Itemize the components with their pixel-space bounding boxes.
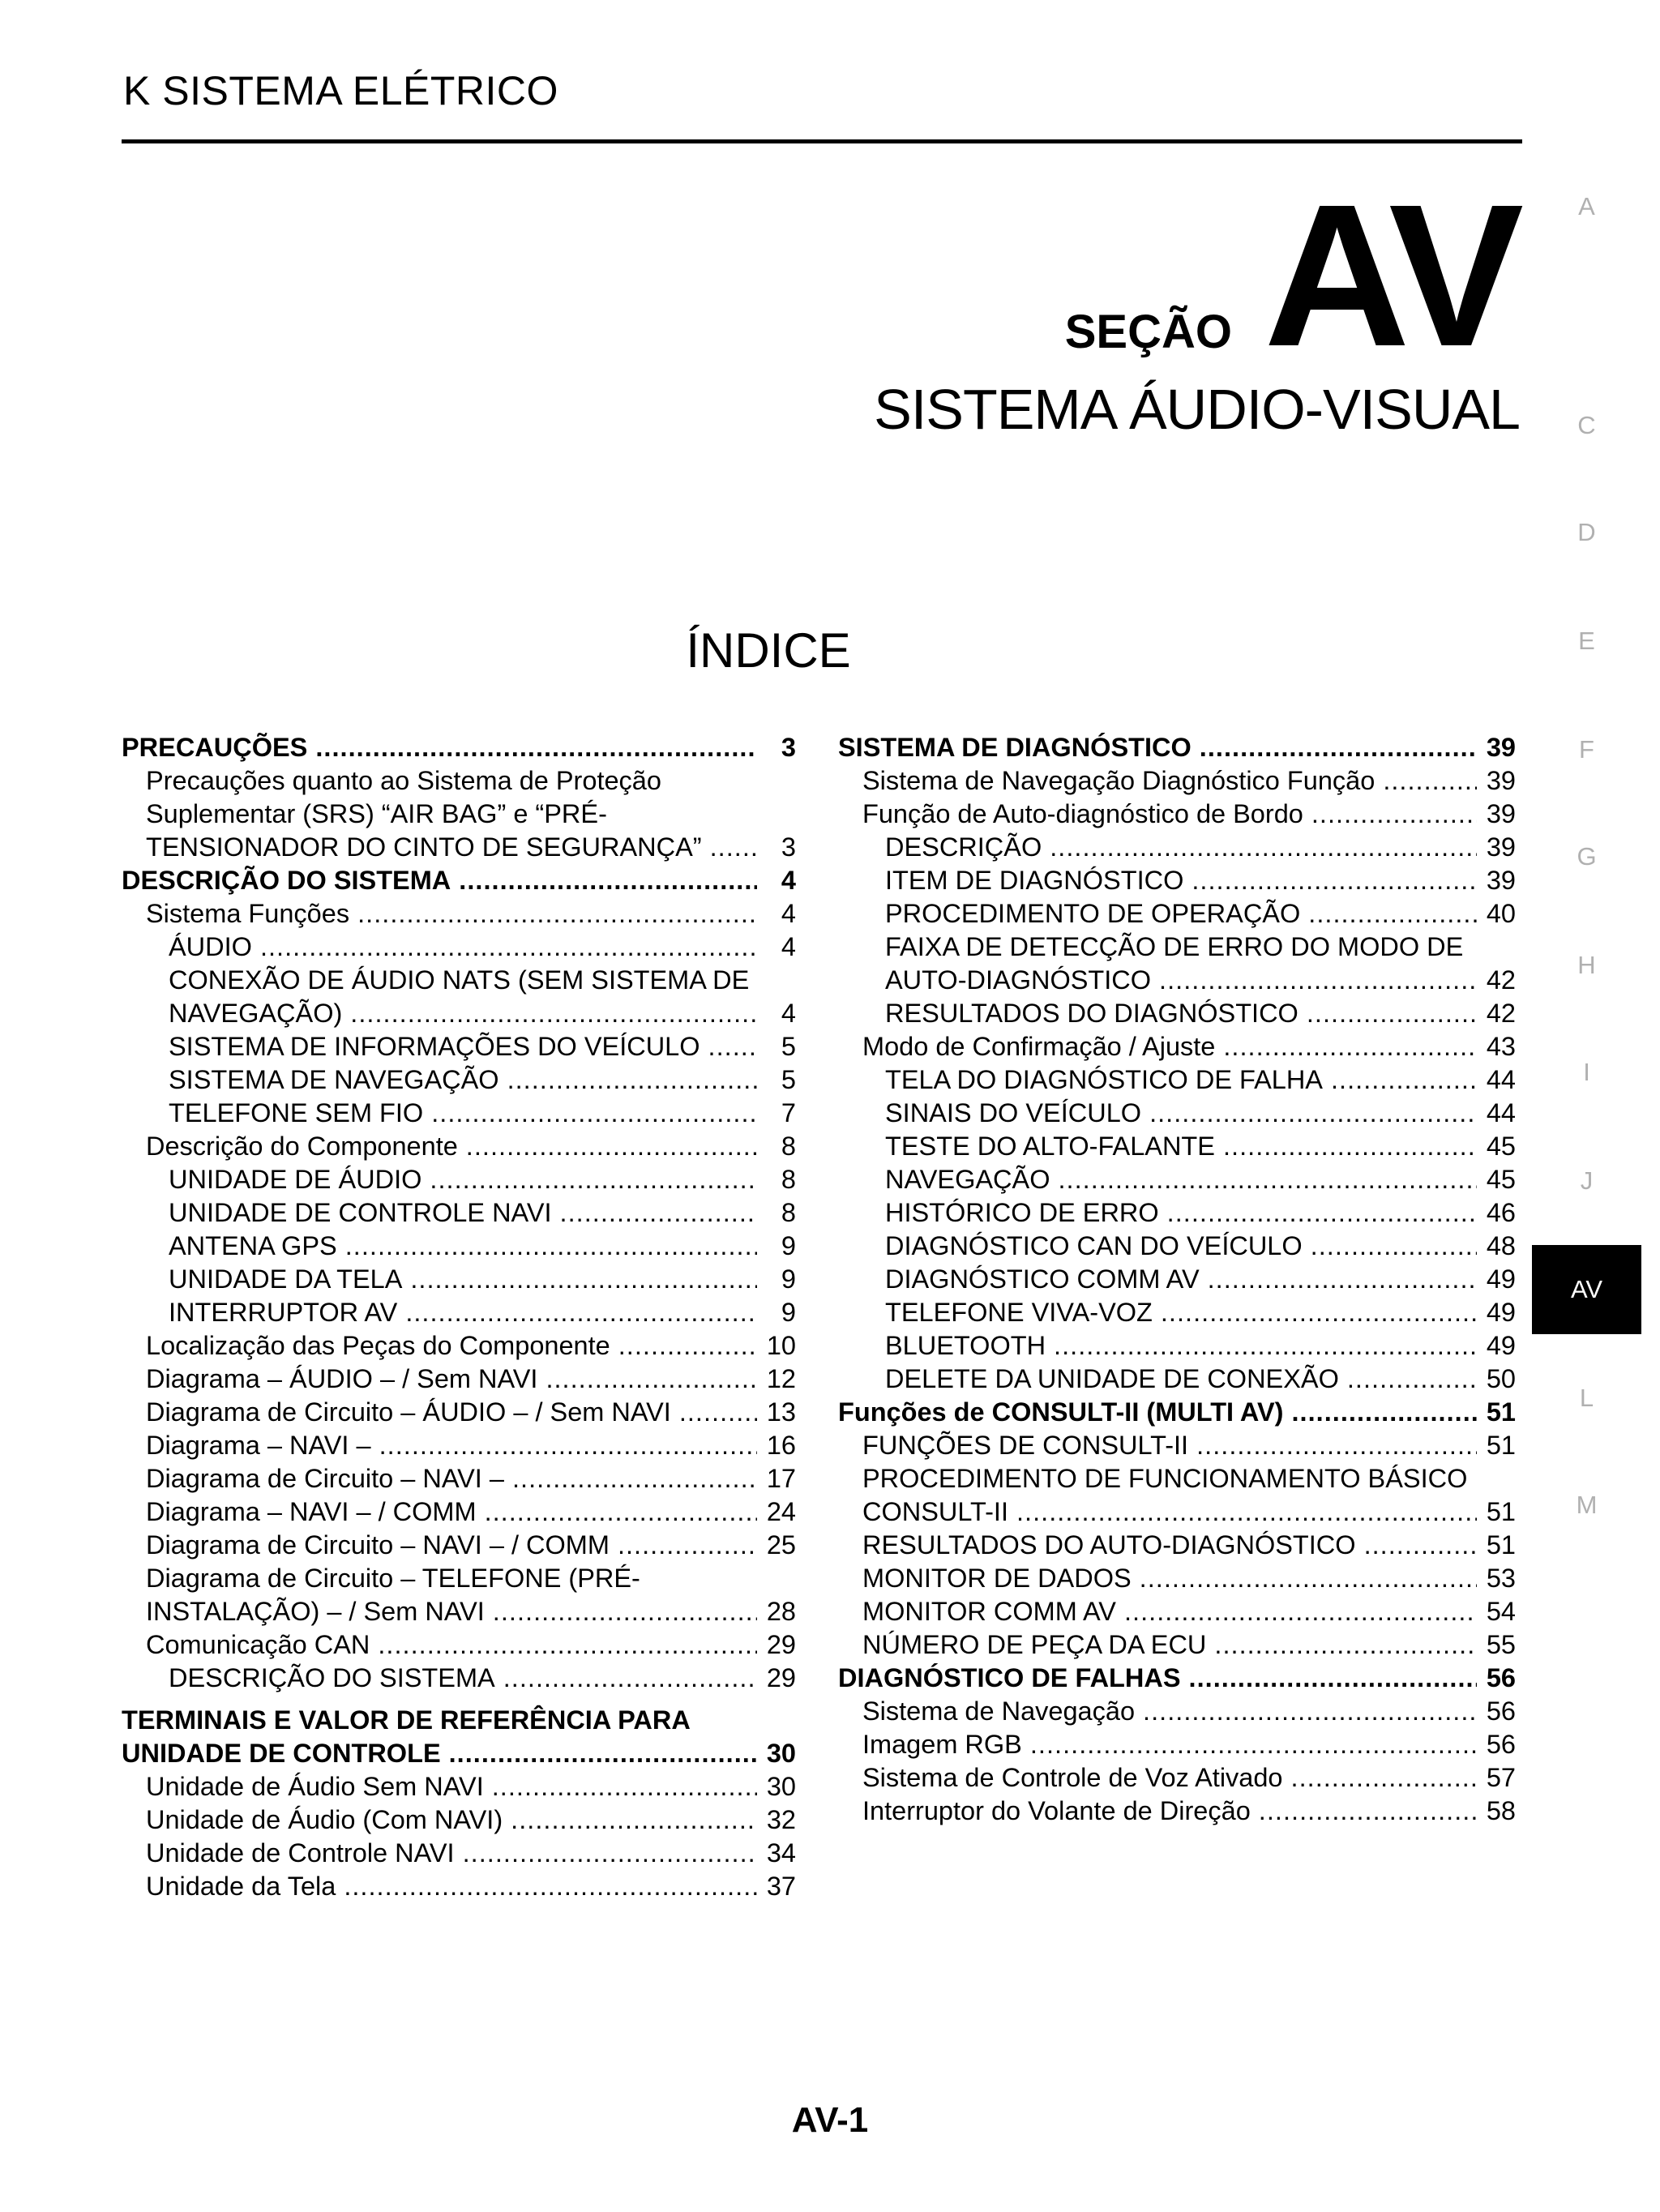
toc-entry-text: DIAGNÓSTICO CAN DO VEÍCULO: [885, 1231, 1303, 1260]
header-rule: [122, 139, 1522, 143]
side-tab-c[interactable]: C: [1577, 411, 1596, 439]
toc-entry[interactable]: [122, 1462, 796, 1495]
toc-entry[interactable]: [122, 1562, 796, 1628]
toc-heading: ÍNDICE: [686, 623, 851, 678]
side-tab-m[interactable]: M: [1576, 1491, 1598, 1519]
toc-entry[interactable]: [838, 864, 1516, 897]
toc-entry[interactable]: [838, 1429, 1516, 1462]
dot-leader: [1140, 1562, 1477, 1595]
side-tab-j[interactable]: J: [1580, 1166, 1594, 1195]
toc-entry-text: Localização das Peças do Componente: [146, 1331, 610, 1360]
toc-entry-text: MONITOR COMM AV: [862, 1597, 1116, 1626]
toc-entry-text: RESULTADOS DO DIAGNÓSTICO: [885, 999, 1298, 1028]
toc-page-number: 56: [1486, 1730, 1516, 1759]
toc-entry[interactable]: [838, 1130, 1516, 1163]
toc-entry[interactable]: [838, 731, 1516, 764]
toc-entry-text: SISTEMA DE INFORMAÇÕES DO VEÍCULO: [169, 1032, 700, 1061]
dot-leader: [1149, 1097, 1477, 1130]
toc-entry[interactable]: [838, 1230, 1516, 1263]
toc-entry-text: Sistema de Controle de Voz Ativado: [862, 1763, 1283, 1792]
toc-entry-text: TESTE DO ALTO-FALANTE: [885, 1132, 1215, 1161]
toc-entry[interactable]: [838, 1196, 1516, 1230]
section-title: SISTEMA ÁUDIO-VISUAL: [874, 378, 1520, 441]
toc-entry[interactable]: [122, 1704, 796, 1770]
toc-entry-text: UNIDADE DA TELA: [169, 1264, 403, 1294]
toc-entry-text: Diagrama – NAVI –: [146, 1431, 371, 1460]
toc-page-number: 9: [781, 1264, 796, 1294]
section-label: SEÇÃO: [1064, 306, 1232, 358]
toc-page-number: 30: [766, 1739, 796, 1768]
toc-entry-text: Unidade de Áudio (Com NAVI): [146, 1805, 503, 1834]
toc-entry-text: PROCEDIMENTO DE FUNCIONAMENTO BÁSICO: [862, 1464, 1468, 1493]
toc-page-number: 42: [1486, 965, 1516, 995]
toc-entry[interactable]: [122, 731, 796, 764]
toc-entry-text: MONITOR DE DADOS: [862, 1564, 1132, 1593]
toc-page-number: 7: [781, 1098, 796, 1127]
toc-entry-text: PROCEDIMENTO DE OPERAÇÃO: [885, 899, 1301, 928]
toc-entry[interactable]: [122, 1097, 796, 1130]
toc-entry-text: Descrição do Componente: [146, 1132, 458, 1161]
toc-entry-text: PRECAUÇÕES: [122, 733, 308, 762]
toc-entry-text: SISTEMA DE DIAGNÓSTICO: [838, 733, 1192, 762]
toc-entry-text: Sistema de Navegação Diagnóstico Função: [862, 766, 1375, 795]
toc-entry[interactable]: [122, 1628, 796, 1662]
dot-leader: [1347, 1363, 1477, 1396]
toc-page-number: 28: [766, 1597, 796, 1626]
section-group-title: K SISTEMA ELÉTRICO: [123, 68, 558, 113]
toc-entry-text: TERMINAIS E VALOR DE REFERÊNCIA PARA: [122, 1705, 691, 1735]
toc-page-number: 5: [781, 1032, 796, 1061]
dot-leader: [449, 1737, 757, 1770]
dot-leader: [344, 1870, 757, 1903]
side-tab-f[interactable]: F: [1579, 735, 1594, 764]
toc-entry[interactable]: [122, 1196, 796, 1230]
toc-entry-text: Funções de CONSULT-II (MULTI AV): [838, 1397, 1284, 1427]
dot-leader: [378, 1628, 757, 1662]
toc-entry[interactable]: [122, 1803, 796, 1837]
toc-entry-text: UNIDADE DE CONTROLE: [122, 1739, 441, 1768]
toc-page-number: 4: [781, 999, 796, 1028]
toc-entry-text: TELEFONE SEM FIO: [169, 1098, 424, 1127]
toc-page-number: 4: [781, 932, 796, 961]
toc-entry-text: Diagrama – NAVI – / COMM: [146, 1497, 477, 1526]
toc-entry[interactable]: [838, 1296, 1516, 1329]
side-tab-i[interactable]: I: [1583, 1058, 1590, 1086]
toc-page-number: 16: [766, 1431, 796, 1460]
dot-leader: [1291, 1396, 1477, 1429]
toc-entry[interactable]: [838, 897, 1516, 931]
page-number: AV-1: [791, 2100, 869, 2140]
toc-entry-text: Imagem RGB: [862, 1730, 1022, 1759]
dot-leader: [507, 1063, 757, 1097]
toc-page-number: 24: [766, 1497, 796, 1526]
dot-leader: [708, 1030, 757, 1063]
toc-entry[interactable]: [122, 1030, 796, 1063]
dot-leader: [1259, 1795, 1477, 1828]
toc-entry[interactable]: [122, 1329, 796, 1363]
toc-entry-text: DESCRIÇÃO: [885, 832, 1042, 862]
dot-leader: [1167, 1196, 1477, 1230]
toc-entry-text: TENSIONADOR DO CINTO DE SEGURANÇA”: [146, 832, 702, 862]
toc-entry-text: NAVEGAÇÃO: [885, 1165, 1050, 1194]
toc-entry[interactable]: [122, 764, 796, 864]
dot-leader: [1030, 1728, 1477, 1761]
toc-entry[interactable]: [122, 1770, 796, 1803]
dot-leader: [260, 931, 757, 964]
toc-page-number: 44: [1486, 1098, 1516, 1127]
toc-entry[interactable]: [122, 864, 796, 897]
toc-entry[interactable]: [838, 1329, 1516, 1363]
toc-entry-text: RESULTADOS DO AUTO-DIAGNÓSTICO: [862, 1530, 1356, 1560]
dot-leader: [410, 1263, 757, 1296]
toc-entry-text: Função de Auto-diagnóstico de Bordo: [862, 799, 1303, 828]
toc-page-number: 30: [766, 1772, 796, 1801]
dot-leader: [618, 1529, 757, 1562]
toc-entry[interactable]: [122, 1296, 796, 1329]
dot-leader: [1223, 1130, 1477, 1163]
toc-entry[interactable]: [838, 1795, 1516, 1828]
toc-entry[interactable]: [838, 1030, 1516, 1063]
toc-entry[interactable]: [838, 1695, 1516, 1728]
side-tab-l[interactable]: L: [1579, 1384, 1594, 1412]
toc-entry-text: NÚMERO DE PEÇA DA ECU: [862, 1630, 1207, 1659]
toc-entry-text: NAVEGAÇÃO): [169, 999, 343, 1028]
toc-entry-text: UNIDADE DE ÁUDIO: [169, 1165, 422, 1194]
toc-page-number: 54: [1486, 1597, 1516, 1626]
toc-entry-text: CONSULT-II: [862, 1497, 1008, 1526]
toc-page-number: 53: [1486, 1564, 1516, 1593]
toc-entry-text: FAIXA DE DETECÇÃO DE ERRO DO MODO DE: [885, 932, 1464, 961]
toc-page-number: 3: [781, 733, 796, 762]
dot-leader: [1143, 1695, 1477, 1728]
dot-leader: [511, 1803, 757, 1837]
toc-entry[interactable]: [122, 1870, 796, 1903]
side-tab-d[interactable]: D: [1577, 518, 1596, 546]
dot-leader: [492, 1770, 757, 1803]
toc-entry-text: Precauções quanto ao Sistema de Proteção: [146, 766, 661, 795]
toc-page-number: 49: [1486, 1331, 1516, 1360]
toc-entry[interactable]: [122, 1263, 796, 1296]
toc-entry[interactable]: [122, 1529, 796, 1562]
toc-page-number: 4: [781, 899, 796, 928]
toc-entry[interactable]: [838, 1097, 1516, 1130]
dot-leader: [1200, 731, 1477, 764]
toc-entry-text: Comunicação CAN: [146, 1630, 370, 1659]
toc-entry[interactable]: [838, 1363, 1516, 1396]
toc-page-number: 46: [1486, 1198, 1516, 1227]
toc-page-number: 49: [1486, 1298, 1516, 1327]
dot-leader: [1291, 1761, 1477, 1795]
toc-entry[interactable]: [122, 1130, 796, 1163]
toc-page-number: 50: [1486, 1364, 1516, 1393]
dot-leader: [545, 1363, 757, 1396]
toc-entry-text: Diagrama – ÁUDIO – / Sem NAVI: [146, 1364, 538, 1393]
toc-entry[interactable]: [122, 1363, 796, 1396]
toc-entry-text: ANTENA GPS: [169, 1231, 337, 1260]
toc-entry[interactable]: [122, 1063, 796, 1097]
toc-page-number: 42: [1486, 999, 1516, 1028]
toc-entry[interactable]: [122, 1662, 796, 1695]
toc-entry-text: Diagrama de Circuito – NAVI –: [146, 1464, 504, 1493]
toc-entry-text: DIAGNÓSTICO COMM AV: [885, 1264, 1200, 1294]
dot-leader: [1383, 764, 1477, 798]
dot-leader: [357, 897, 757, 931]
toc-page-number: 45: [1486, 1132, 1516, 1161]
toc-page-number: 10: [766, 1331, 796, 1360]
dot-leader: [463, 1837, 757, 1870]
toc-page-number: 39: [1486, 766, 1516, 795]
toc-page-number: 8: [781, 1132, 796, 1161]
toc-entry-text: Unidade da Tela: [146, 1872, 336, 1901]
dot-leader: [1192, 864, 1477, 897]
toc-entry[interactable]: [838, 1529, 1516, 1562]
toc-entry-text: TELEFONE VIVA-VOZ: [885, 1298, 1153, 1327]
toc-entry-text: Diagrama de Circuito – ÁUDIO – / Sem NAVI: [146, 1397, 671, 1427]
dot-leader: [485, 1495, 757, 1529]
toc-entry-text: FUNÇÕES DE CONSULT-II: [862, 1431, 1189, 1460]
toc-entry-text: HISTÓRICO DE ERRO: [885, 1198, 1159, 1227]
toc-entry[interactable]: [838, 997, 1516, 1030]
toc-page-number: 40: [1486, 899, 1516, 928]
toc-page-number: 13: [766, 1397, 796, 1427]
toc-entry[interactable]: [838, 831, 1516, 864]
dot-leader: [618, 1329, 757, 1363]
toc-page-number: 9: [781, 1231, 796, 1260]
toc-entry[interactable]: [838, 1396, 1516, 1429]
dot-leader: [350, 997, 757, 1030]
dot-leader: [1331, 1063, 1477, 1097]
toc-entry[interactable]: [838, 1263, 1516, 1296]
toc-entry-text: INTERRUPTOR AV: [169, 1298, 398, 1327]
toc-page-number: 17: [766, 1464, 796, 1493]
toc-entry-text: DESCRIÇÃO DO SISTEMA: [122, 866, 451, 895]
side-tab-g[interactable]: G: [1577, 842, 1597, 871]
dot-leader: [560, 1196, 757, 1230]
toc-entry-text: Sistema Funções: [146, 899, 350, 928]
side-tab-h[interactable]: H: [1577, 951, 1596, 979]
dot-leader: [1311, 1230, 1477, 1263]
toc-entry[interactable]: [838, 1628, 1516, 1662]
toc-page-number: 44: [1486, 1065, 1516, 1094]
toc-page-number: 45: [1486, 1165, 1516, 1194]
side-tab-e[interactable]: E: [1578, 627, 1595, 655]
toc-page-number: 51: [1486, 1431, 1516, 1460]
toc-entry-text: BLUETOOTH: [885, 1331, 1046, 1360]
dot-leader: [1189, 1662, 1477, 1695]
toc-page-number: 37: [766, 1872, 796, 1901]
toc-entry[interactable]: [122, 931, 796, 964]
dot-leader: [1058, 1163, 1477, 1196]
dot-leader: [430, 1163, 757, 1196]
dot-leader: [1161, 1296, 1477, 1329]
toc-entry[interactable]: [838, 1595, 1516, 1628]
toc-entry[interactable]: [122, 1230, 796, 1263]
toc-entry[interactable]: [838, 798, 1516, 831]
toc-entry-text: Suplementar (SRS) “AIR BAG” e “PRÉ-: [146, 799, 607, 828]
toc-entry-text: AUTO-DIAGNÓSTICO: [885, 965, 1152, 995]
toc-page-number: 39: [1486, 733, 1516, 762]
toc-entry-text: Diagrama de Circuito – TELEFONE (PRÉ-: [146, 1564, 640, 1593]
toc-page-number: 57: [1486, 1763, 1516, 1792]
toc-entry[interactable]: [838, 1761, 1516, 1795]
toc-page-number: 8: [781, 1198, 796, 1227]
dot-leader: [1311, 798, 1477, 831]
dot-leader: [1054, 1329, 1477, 1363]
dot-leader: [1208, 1263, 1477, 1296]
toc-page-number: 51: [1486, 1497, 1516, 1526]
dot-leader: [1223, 1030, 1477, 1063]
toc-entry-text: ÁUDIO: [169, 932, 252, 961]
toc-column-right: [838, 731, 1516, 1828]
toc-page-number: 5: [781, 1065, 796, 1094]
toc-page-number: 34: [766, 1838, 796, 1868]
toc-entry[interactable]: [122, 1429, 796, 1462]
dot-leader: [466, 1130, 757, 1163]
toc-entry-text: Sistema de Navegação: [862, 1696, 1136, 1726]
toc-page-number: 58: [1486, 1796, 1516, 1825]
dot-leader: [1307, 997, 1477, 1030]
toc-entry[interactable]: [838, 1662, 1516, 1695]
toc-entry-text: DESCRIÇÃO DO SISTEMA: [169, 1663, 495, 1692]
toc-page-number: 49: [1486, 1264, 1516, 1294]
toc-entry[interactable]: [838, 1063, 1516, 1097]
side-tab-a[interactable]: A: [1578, 192, 1595, 220]
dot-leader: [679, 1396, 757, 1429]
dot-leader: [1308, 897, 1477, 931]
toc-entry-text: CONEXÃO DE ÁUDIO NATS (SEM SISTEMA DE: [169, 965, 750, 995]
toc-page-number: 39: [1486, 832, 1516, 862]
toc-page-number: 25: [766, 1530, 796, 1560]
dot-leader: [345, 1230, 757, 1263]
toc-entry[interactable]: [122, 897, 796, 931]
toc-entry-text: ITEM DE DIAGNÓSTICO: [885, 866, 1184, 895]
toc-entry-text: SINAIS DO VEÍCULO: [885, 1098, 1142, 1127]
toc-entry-text: Diagrama de Circuito – NAVI – / COMM: [146, 1530, 610, 1560]
side-tab-av[interactable]: AV: [1532, 1245, 1641, 1334]
toc-page-number: 43: [1486, 1032, 1516, 1061]
toc-page-number: 12: [766, 1364, 796, 1393]
toc-page-number: 8: [781, 1165, 796, 1194]
toc-entry[interactable]: [122, 1837, 796, 1870]
dot-leader: [459, 864, 757, 897]
dot-leader: [493, 1595, 757, 1628]
dot-leader: [503, 1662, 757, 1695]
toc-column-left: [122, 731, 796, 1903]
dot-leader: [1214, 1628, 1477, 1662]
toc-entry[interactable]: [838, 1728, 1516, 1761]
toc-page-number: 3: [781, 832, 796, 862]
toc-entry-text: DELETE DA UNIDADE DE CONEXÃO: [885, 1364, 1339, 1393]
toc-page-number: 55: [1486, 1630, 1516, 1659]
toc-entry[interactable]: [838, 1163, 1516, 1196]
toc-entry-text: Modo de Confirmação / Ajuste: [862, 1032, 1216, 1061]
toc-page-number: 48: [1486, 1231, 1516, 1260]
toc-page-number: 29: [766, 1630, 796, 1659]
dot-leader: [1159, 964, 1477, 997]
toc-page-number: 51: [1486, 1397, 1516, 1427]
dot-leader: [1364, 1529, 1477, 1562]
toc-page-number: 9: [781, 1298, 796, 1327]
toc-entry-text: DIAGNÓSTICO DE FALHAS: [838, 1663, 1181, 1692]
toc-page-number: 39: [1486, 866, 1516, 895]
toc-entry[interactable]: [122, 1495, 796, 1529]
dot-leader: [710, 831, 757, 864]
toc-entry-text: TELA DO DIAGNÓSTICO DE FALHA: [885, 1065, 1323, 1094]
dot-leader: [512, 1462, 757, 1495]
toc-page-number: 51: [1486, 1530, 1516, 1560]
toc-page-number: 56: [1486, 1696, 1516, 1726]
toc-entry[interactable]: [122, 1163, 796, 1196]
toc-entry-text: UNIDADE DE CONTROLE NAVI: [169, 1198, 552, 1227]
toc-entry-text: INSTALAÇÃO) – / Sem NAVI: [146, 1597, 485, 1626]
toc-entry-text: SISTEMA DE NAVEGAÇÃO: [169, 1065, 499, 1094]
toc-page-number: 29: [766, 1663, 796, 1692]
toc-entry-text: Unidade de Controle NAVI: [146, 1838, 455, 1868]
toc-entry-text: Unidade de Áudio Sem NAVI: [146, 1772, 484, 1801]
toc-entry[interactable]: [838, 1462, 1516, 1529]
toc-entry[interactable]: [122, 964, 796, 1030]
dot-leader: [1050, 831, 1477, 864]
toc-entry[interactable]: [838, 764, 1516, 798]
toc-page-number: 56: [1486, 1663, 1516, 1692]
dot-leader: [1124, 1595, 1477, 1628]
dot-leader: [315, 731, 757, 764]
toc-entry[interactable]: [838, 1562, 1516, 1595]
toc-entry-text: Interruptor do Volante de Direção: [862, 1796, 1251, 1825]
dot-leader: [1196, 1429, 1477, 1462]
toc-page-number: 39: [1486, 799, 1516, 828]
dot-leader: [1016, 1495, 1477, 1529]
dot-leader: [431, 1097, 757, 1130]
dot-leader: [405, 1296, 757, 1329]
toc-page-number: 32: [766, 1805, 796, 1834]
toc-page-number: 4: [781, 866, 796, 895]
dot-leader: [379, 1429, 757, 1462]
toc-entry[interactable]: [122, 1396, 796, 1429]
section-code: AV: [1264, 162, 1517, 388]
toc-entry[interactable]: [838, 931, 1516, 997]
